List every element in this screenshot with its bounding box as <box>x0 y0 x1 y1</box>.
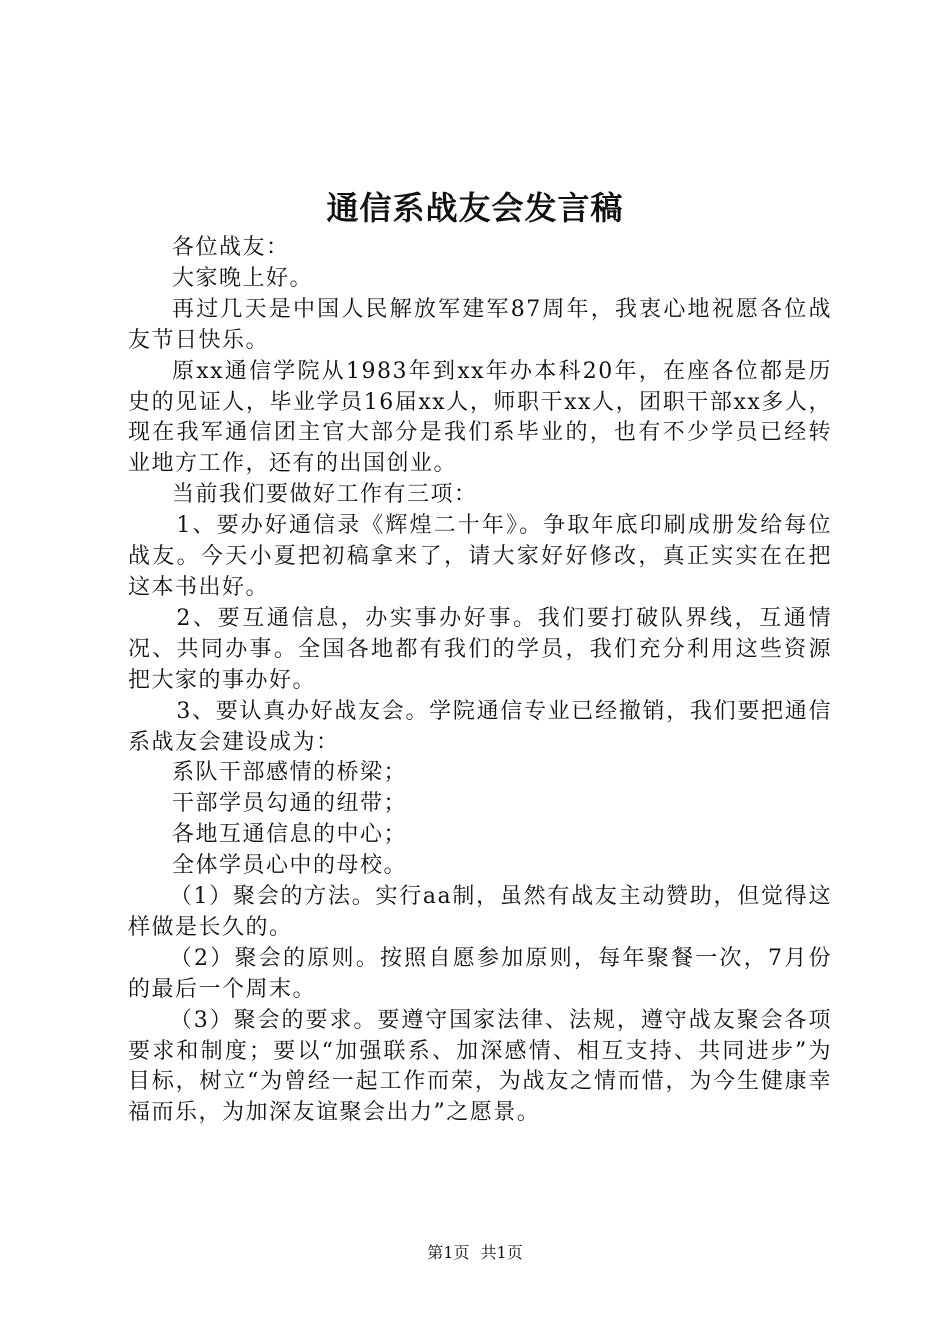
list-line: 系队干部感情的桥梁； <box>172 760 408 786</box>
numbered-item: 2、要互通信息，办实事办好事。我们要打破队界线，互通情况、共同办事。全国各地都有我们的学员，我们充分利用这些资源把大家的事办好。 <box>128 605 832 693</box>
page-footer <box>0 1242 950 1264</box>
greeting: 大家晚上好。 <box>172 265 314 291</box>
numbered-item: 1、要办好通信录《辉煌二十年》。争取年底印刷成册发给每位战友。今天小夏把初稿拿来了，请大家好好修改，真正实实在在把这本书出好。 <box>128 513 832 600</box>
paragraph: 当前我们要做好工作有三项： <box>172 482 478 508</box>
document-body <box>128 233 832 1129</box>
list-line: 各地互通信息的中心； <box>172 822 408 848</box>
document-title: 通信系战友会发言稿 <box>326 189 624 227</box>
sub-item: （3）聚会的要求。要遵守国家法律、法规，遵守战友聚会各项要求和制度；要以“加强联系、加深感情、相互支持、共同进步”为目标，树立“为曾经一起工作而荣，为战友之情而惜，为今生健康幸福而乐，为加深友谊聚会出力”之愿景。 <box>128 1007 832 1126</box>
list-line: 全体学员心中的母校。 <box>172 853 408 879</box>
sub-item: （2）聚会的原则。按照自愿参加原则，每年聚餐一次，7月份的最后一个周末。 <box>128 945 832 1002</box>
sub-item: （1）聚会的方法。实行aa制，虽然有战友主动赞助，但觉得这样做是长久的。 <box>128 884 832 940</box>
numbered-item: 3、要认真办好战友会。学院通信专业已经撤销，我们要把通信系战友会建设成为： <box>128 698 832 755</box>
paragraph: 原xx通信学院从1983年到xx年办本科20年，在座各位都是历史的见证人，毕业学员16届xx人，师职干xx人，团职干部xx多人，现在我军通信团主官大部分是我们系毕业的，也有不少学员已经转业地方工作，还有的出国创业。 <box>128 358 832 477</box>
page-number: 第1页 <box>427 1243 470 1262</box>
paragraph: 再过几天是中国人民解放军建军87周年，我衷心地祝愿各位战友节日快乐。 <box>128 296 832 353</box>
page-total: 共1页 <box>480 1243 523 1262</box>
list-line: 干部学员勾通的纽带； <box>172 791 408 817</box>
salutation: 各位战友： <box>172 235 290 260</box>
